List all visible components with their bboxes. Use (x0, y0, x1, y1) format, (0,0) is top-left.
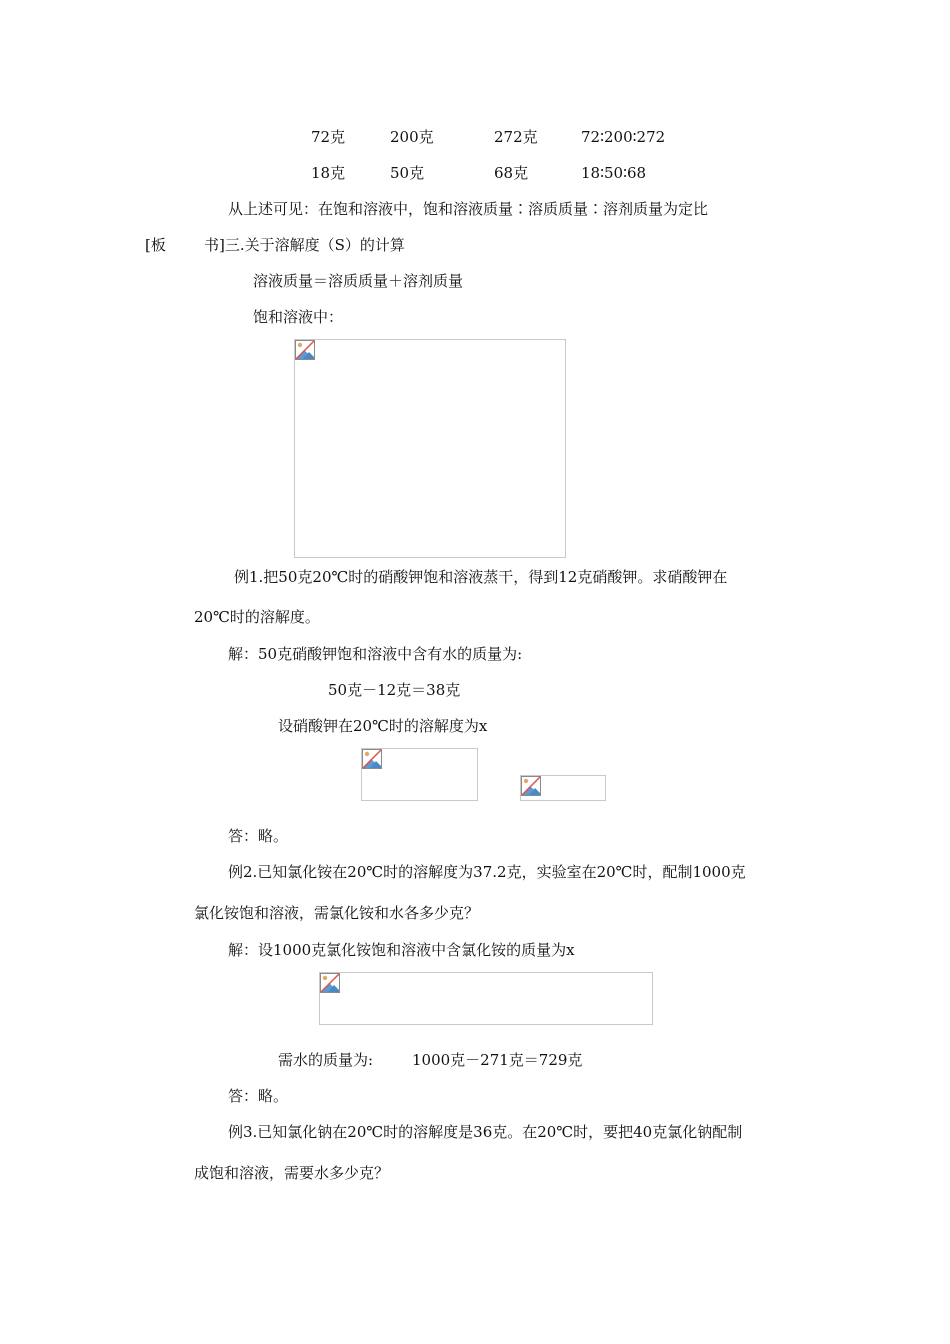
broken-image-icon (521, 776, 541, 796)
board-label-open: [板 (145, 236, 166, 254)
table-cell: 18∶50∶68 (581, 164, 647, 182)
example-2-answer: 答：略。 (228, 1087, 289, 1105)
table-cell: 272克 (494, 128, 538, 146)
example-1-solution: 解：50克硝酸钾饱和溶液中含有水的质量为: (228, 645, 523, 663)
example-1-setup: 设硝酸钾在20℃时的溶解度为x (278, 717, 488, 735)
saturated-label: 饱和溶液中： (253, 308, 344, 326)
table-cell: 72克 (311, 128, 346, 146)
example-2-line-2: 氯化铵饱和溶液，需氯化铵和水各多少克？ (194, 904, 480, 922)
broken-image-icon (362, 749, 382, 769)
example-2-solution: 解：设1000克氯化铵饱和溶液中含氯化铵的质量为x (228, 941, 575, 959)
example-2-water-label: 需水的质量为: (278, 1051, 374, 1069)
formula-text: 溶液质量＝溶质质量＋溶剂质量 (253, 272, 464, 290)
example-1-line-1: 例1.把50克20℃时的硝酸钾饱和溶液蒸干，得到12克硝酸钾。求硝酸钾在 (234, 568, 728, 586)
example-3-line-1: 例3.已知氯化钠在20℃时的溶解度是36克。在20℃时，要把40克氯化钠配制 (228, 1123, 743, 1141)
example-2-water-calc: 1000克－271克＝729克 (412, 1051, 583, 1069)
table-cell: 200克 (390, 128, 434, 146)
example-1-calc: 50克－12克＝38克 (328, 681, 461, 699)
equation-image-2 (520, 775, 606, 801)
broken-image-icon (295, 340, 315, 360)
table-cell: 72∶200∶272 (581, 128, 666, 146)
example-2-line-1: 例2.已知氯化铵在20℃时的溶解度为37.2克，实验室在20℃时，配制1000克 (228, 863, 746, 881)
equation-image-1 (361, 748, 478, 801)
section-heading: 书]三.关于溶解度（S）的计算 (204, 236, 405, 254)
equation-image-3 (319, 972, 653, 1025)
table-cell: 50克 (390, 164, 425, 182)
example-1-line-2: 20℃时的溶解度。 (194, 608, 320, 626)
broken-image-icon (320, 973, 340, 993)
example-3-line-2: 成饱和溶液，需要水多少克？ (194, 1164, 390, 1182)
table-cell: 68克 (494, 164, 529, 182)
table-cell: 18克 (311, 164, 346, 182)
formula-image (294, 339, 566, 558)
example-1-answer: 答：略。 (228, 827, 289, 845)
conclusion-text: 从上述可见：在饱和溶液中，饱和溶液质量∶溶质质量∶溶剂质量为定比 (228, 200, 709, 218)
